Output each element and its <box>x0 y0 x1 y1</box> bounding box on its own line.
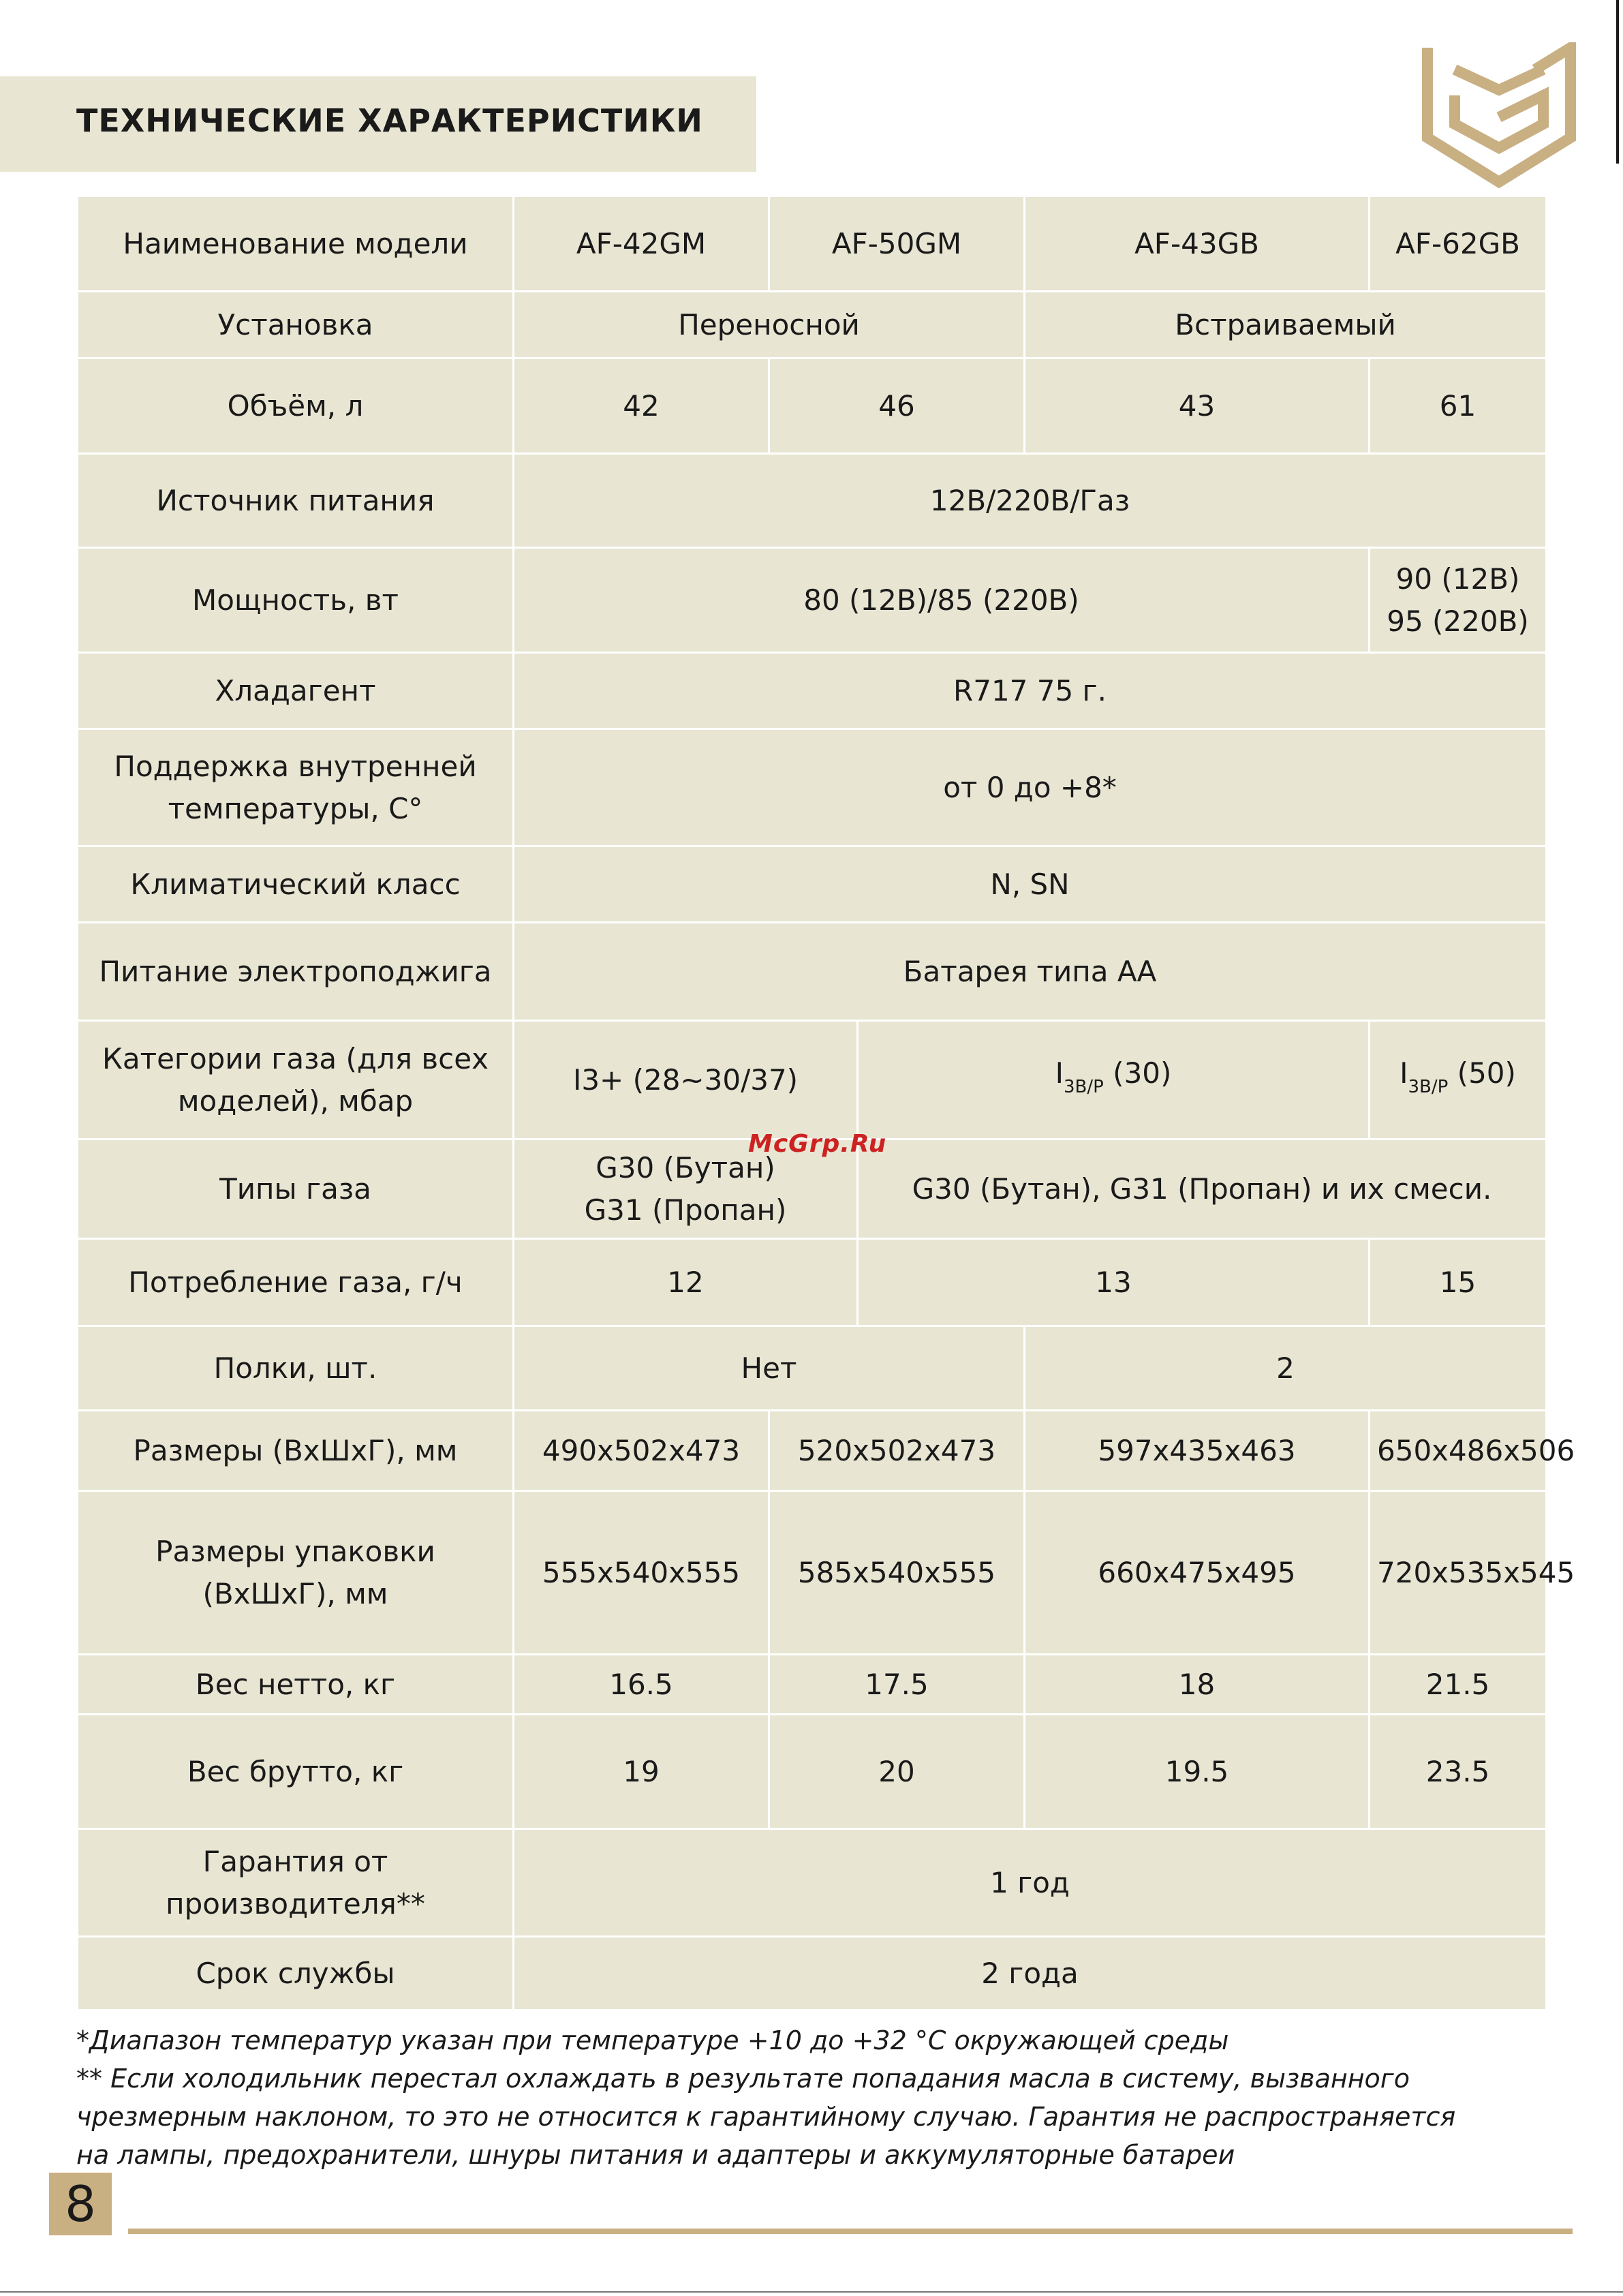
value-cell: от 0 до +8* <box>514 729 1547 846</box>
table-row <box>78 1326 1547 1411</box>
table-row <box>78 548 1547 653</box>
label-line: производителя** <box>166 1886 425 1920</box>
table-row <box>78 196 1547 292</box>
row-label-temp <box>78 729 514 846</box>
table-row <box>78 1715 1547 1829</box>
row-label-shelves: Полки, шт. <box>78 1326 514 1411</box>
page-edge-line <box>0 2291 1623 2293</box>
footer-rule <box>128 2229 1573 2234</box>
model-cell: AF-50GM <box>769 196 1025 292</box>
row-label-net-weight: Вес нетто, кг <box>78 1655 514 1715</box>
value-line: G30 (Бутан) <box>596 1150 775 1184</box>
page-title: ТЕХНИЧЕСКИЕ ХАРАКТЕРИСТИКИ <box>76 102 703 139</box>
value-cell: 12В/220В/Газ <box>514 454 1547 548</box>
brand-logo-icon <box>1414 42 1584 192</box>
value-cell <box>858 1021 1370 1139</box>
value-cell <box>1370 1021 1547 1139</box>
label-line: (ВхШхГ), мм <box>202 1576 388 1610</box>
row-label-model: Наименование модели <box>78 196 514 292</box>
value-cell: 20 <box>769 1715 1025 1829</box>
gas-category-pressure: (30) <box>1103 1056 1172 1090</box>
gas-category-subscript: 3B/P <box>1408 1076 1449 1097</box>
table-row <box>78 358 1547 454</box>
model-cell: AF-42GM <box>514 196 769 292</box>
table-row <box>78 1411 1547 1491</box>
value-cell: R717 75 г. <box>514 653 1547 729</box>
value-cell: 18 <box>1025 1655 1370 1715</box>
gas-category-subscript: 3B/P <box>1064 1076 1104 1097</box>
value-cell: 61 <box>1370 358 1547 454</box>
row-label-gas-types: Типы газа <box>78 1139 514 1239</box>
value-cell: 19 <box>514 1715 769 1829</box>
value-cell: 720x535x545 <box>1370 1491 1547 1655</box>
value-cell: Батарея типа АА <box>514 923 1547 1021</box>
table-row <box>78 846 1547 923</box>
table-row <box>78 1491 1547 1655</box>
label-line: Поддержка внутренней <box>114 749 477 783</box>
label-line: температуры, С° <box>168 791 423 825</box>
row-label-gross-weight: Вес брутто, кг <box>78 1715 514 1829</box>
table-row <box>78 292 1547 358</box>
value-cell: 597x435x463 <box>1025 1411 1370 1491</box>
value-cell: 520x502x473 <box>769 1411 1025 1491</box>
gas-category-pressure: (50) <box>1448 1056 1516 1090</box>
value-cell: 13 <box>858 1239 1370 1326</box>
row-label-warranty <box>78 1829 514 1937</box>
value-cell: 19.5 <box>1025 1715 1370 1829</box>
table-row <box>78 1021 1547 1139</box>
row-label-dims: Размеры (ВхШхГ), мм <box>78 1411 514 1491</box>
value-cell <box>1370 548 1547 653</box>
label-line: моделей), мбар <box>177 1084 414 1118</box>
table-row <box>78 1655 1547 1715</box>
table-row <box>78 729 1547 846</box>
footnotes <box>76 2021 1548 2174</box>
row-label-service-life: Срок службы <box>78 1937 514 2010</box>
table-row <box>78 653 1547 729</box>
row-label-power-source: Источник питания <box>78 454 514 548</box>
value-cell: Встраиваемый <box>1025 292 1547 358</box>
row-label-install: Установка <box>78 292 514 358</box>
value-cell: Нет <box>514 1326 1025 1411</box>
table-row <box>78 1937 1547 2010</box>
value-line: 90 (12В) <box>1395 562 1520 596</box>
row-label-refrigerant: Хладагент <box>78 653 514 729</box>
label-line: Категории газа (для всех <box>102 1041 489 1075</box>
value-cell: 21.5 <box>1370 1655 1547 1715</box>
row-label-climate: Климатический класс <box>78 846 514 923</box>
row-label-volume: Объём, л <box>78 358 514 454</box>
value-cell: 80 (12В)/85 (220В) <box>514 548 1370 653</box>
value-cell: 12 <box>514 1239 858 1326</box>
value-cell: G30 (Бутан), G31 (Пропан) и их смеси. <box>858 1139 1547 1239</box>
footnote-line: на лампы, предохранители, шнуры питания и адаптеры и аккумуляторные батареи <box>76 2140 1235 2170</box>
value-cell: 2 года <box>514 1937 1547 2010</box>
value-cell: 16.5 <box>514 1655 769 1715</box>
value-cell: I3+ (28~30/37) <box>514 1021 858 1139</box>
value-cell: 46 <box>769 358 1025 454</box>
watermark: McGrp.Ru <box>748 1130 887 1158</box>
value-cell: 15 <box>1370 1239 1547 1326</box>
value-cell: 555x540x555 <box>514 1491 769 1655</box>
row-label-gas-consumption: Потребление газа, г/ч <box>78 1239 514 1326</box>
value-cell: 42 <box>514 358 769 454</box>
table-row <box>78 1829 1547 1937</box>
footnote-line: ** Если холодильник перестал охлаждать в результате попадания масла в систему, вызванного <box>76 2064 1410 2094</box>
value-cell: 17.5 <box>769 1655 1025 1715</box>
edge-rule <box>1616 0 1619 164</box>
value-cell: 650x486x506 <box>1370 1411 1547 1491</box>
row-label-ignition: Питание электроподжига <box>78 923 514 1021</box>
footnote-line: *Диапазон температур указан при температуре +10 до +32 °С окружающей среды <box>76 2025 1229 2055</box>
table-row <box>78 1239 1547 1326</box>
value-cell: 585x540x555 <box>769 1491 1025 1655</box>
model-cell: AF-62GB <box>1370 196 1547 292</box>
gas-category-symbol: I <box>1055 1056 1064 1090</box>
value-line: G31 (Пропан) <box>584 1193 787 1227</box>
row-label-pack-dims <box>78 1491 514 1655</box>
value-cell: 1 год <box>514 1829 1547 1937</box>
row-label-power: Мощность, вт <box>78 548 514 653</box>
footnote-line: чрезмерным наклоном, то это не относится к гарантийному случаю. Гарантия не распространяется <box>76 2102 1456 2132</box>
value-cell: 660x475x495 <box>1025 1491 1370 1655</box>
page-number: 8 <box>49 2173 112 2235</box>
model-cell: AF-43GB <box>1025 196 1370 292</box>
label-line: Гарантия от <box>202 1844 388 1878</box>
value-cell: 43 <box>1025 358 1370 454</box>
value-cell: 23.5 <box>1370 1715 1547 1829</box>
table-row <box>78 923 1547 1021</box>
value-cell: N, SN <box>514 846 1547 923</box>
value-cell: 490x502x473 <box>514 1411 769 1491</box>
value-cell: Переносной <box>514 292 1025 358</box>
gas-category-symbol: I <box>1400 1056 1408 1090</box>
label-line: Размеры упаковки <box>155 1534 435 1568</box>
table-row <box>78 454 1547 548</box>
value-line: 95 (220В) <box>1387 604 1529 638</box>
value-cell: 2 <box>1025 1326 1547 1411</box>
spec-table <box>76 195 1575 2011</box>
row-label-gas-category <box>78 1021 514 1139</box>
